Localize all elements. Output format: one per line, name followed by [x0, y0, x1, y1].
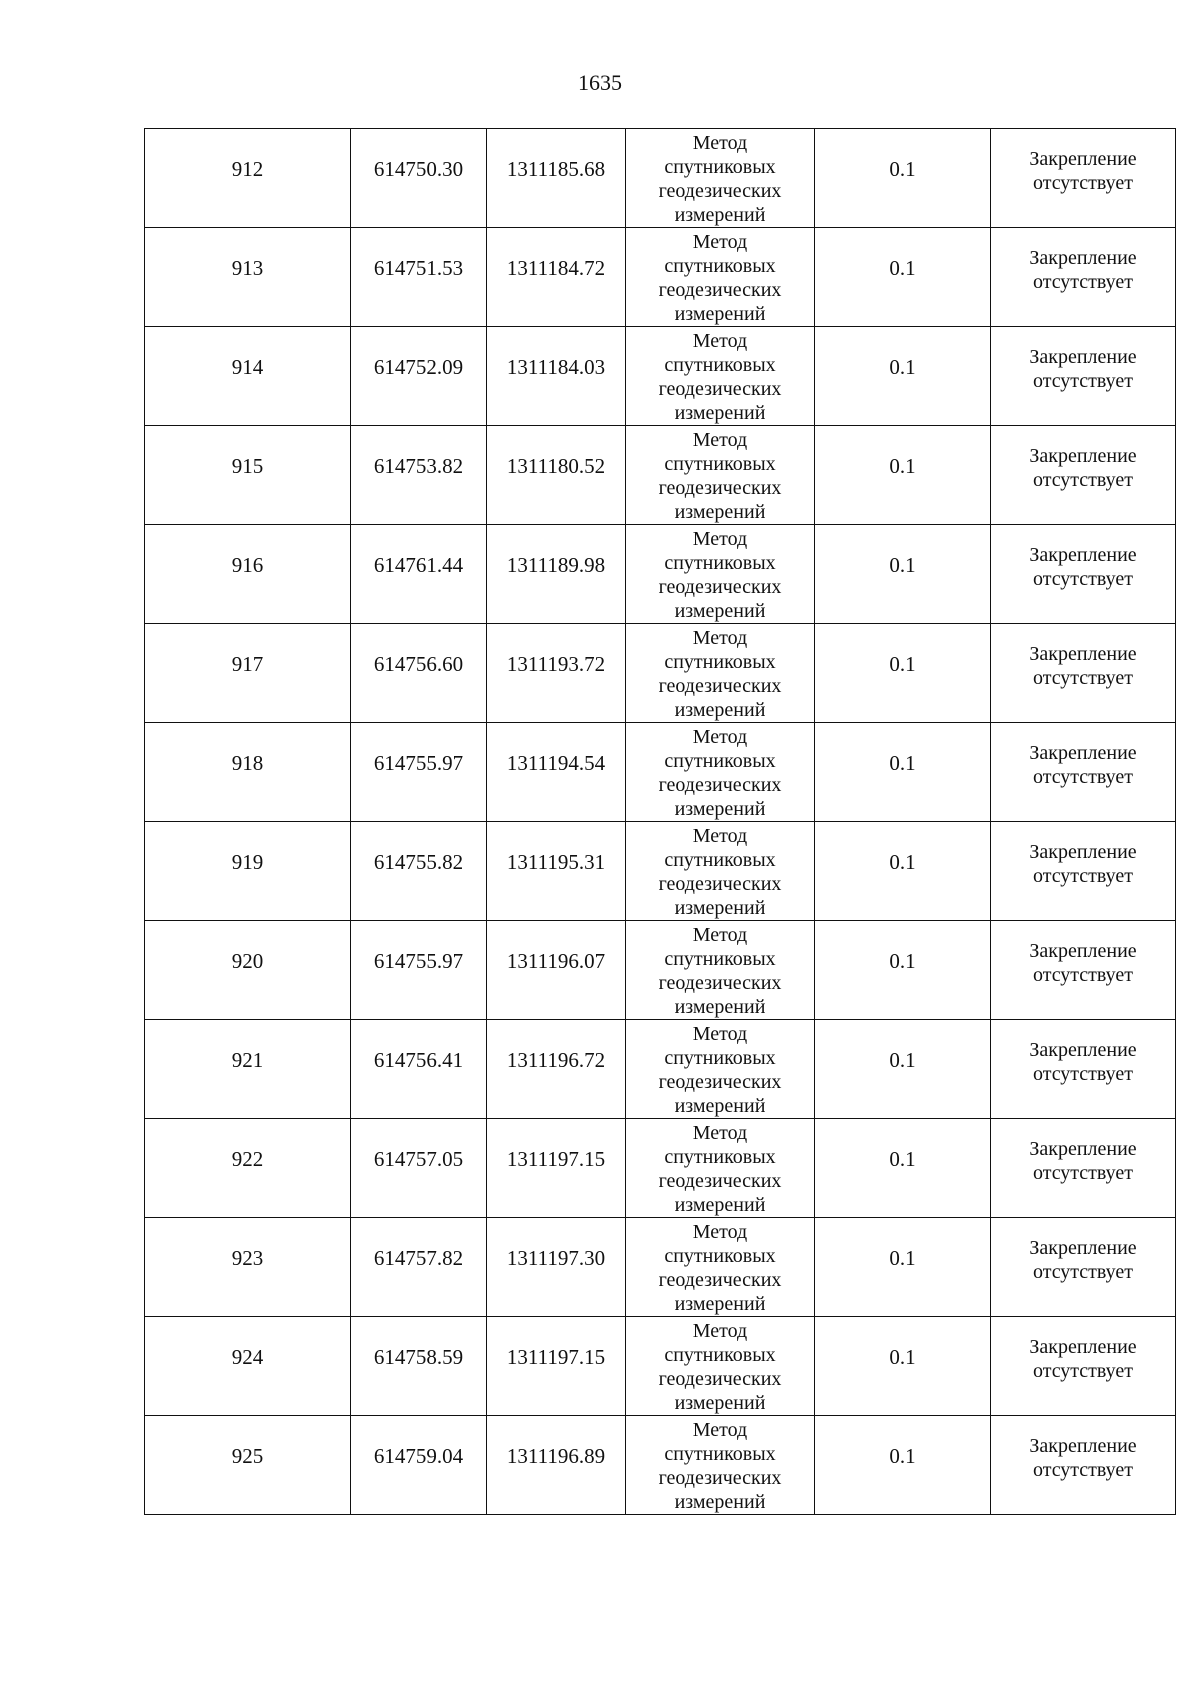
fixing-text-line: отсутствует: [1032, 568, 1134, 590]
fixing-cell: [991, 1218, 1176, 1317]
table-row: [145, 1218, 1176, 1317]
accuracy-cell: 0.1: [815, 327, 991, 426]
method-text-line: геодезических: [658, 378, 782, 400]
method-text-line: Метод: [692, 825, 748, 847]
accuracy-cell: 0.1: [815, 822, 991, 921]
method-cell: [626, 624, 815, 723]
method-cell: [626, 426, 815, 525]
method-text-line: Метод: [692, 330, 748, 352]
fixing-text-line: отсутствует: [1032, 865, 1134, 887]
method-text-line: геодезических: [658, 1269, 782, 1291]
x-coordinate-cell: 614756.60: [351, 624, 487, 723]
point-number-cell: 925: [145, 1416, 351, 1515]
table-row: [145, 921, 1176, 1020]
y-coordinate-cell: 1311180.52: [487, 426, 626, 525]
table-row: [145, 624, 1176, 723]
fixing-cell: [991, 624, 1176, 723]
fixing-cell: [991, 822, 1176, 921]
x-coordinate-cell: 614757.05: [351, 1119, 487, 1218]
method-text-line: спутниковых: [664, 453, 776, 475]
point-number-cell: 921: [145, 1020, 351, 1119]
page-number: 1635: [578, 70, 622, 95]
method-text-line: измерений: [674, 204, 766, 226]
table-row: [145, 327, 1176, 426]
method-cell: [626, 129, 815, 228]
y-coordinate-cell: 1311197.15: [487, 1317, 626, 1416]
fixing-text-line: отсутствует: [1032, 172, 1134, 194]
accuracy-cell: 0.1: [815, 1317, 991, 1416]
fixing-text-line: Закрепление: [1029, 1039, 1137, 1061]
fixing-cell: [991, 1119, 1176, 1218]
method-text-line: спутниковых: [664, 1245, 776, 1267]
method-text-line: спутниковых: [664, 354, 776, 376]
method-text-line: спутниковых: [664, 849, 776, 871]
point-number-cell: 913: [145, 228, 351, 327]
fixing-text-line: Закрепление: [1029, 346, 1137, 368]
fixing-text-line: отсутствует: [1032, 964, 1134, 986]
method-text-line: спутниковых: [664, 552, 776, 574]
x-coordinate-cell: 614752.09: [351, 327, 487, 426]
fixing-text-line: Закрепление: [1029, 445, 1137, 467]
x-coordinate-cell: 614758.59: [351, 1317, 487, 1416]
method-text-line: спутниковых: [664, 651, 776, 673]
fixing-cell: [991, 426, 1176, 525]
fixing-text-line: Закрепление: [1029, 742, 1137, 764]
x-coordinate-cell: 614756.41: [351, 1020, 487, 1119]
point-number-cell: 918: [145, 723, 351, 822]
fixing-text-line: отсутствует: [1032, 370, 1134, 392]
y-coordinate-cell: 1311184.72: [487, 228, 626, 327]
y-coordinate-cell: 1311197.30: [487, 1218, 626, 1317]
method-text-line: Метод: [692, 924, 748, 946]
coordinates-table-body: [145, 129, 1176, 1515]
method-text-line: Метод: [692, 132, 748, 154]
point-number-cell: 915: [145, 426, 351, 525]
method-text-line: Метод: [692, 429, 748, 451]
x-coordinate-cell: 614755.97: [351, 921, 487, 1020]
fixing-text-line: отсутствует: [1032, 469, 1134, 491]
method-text-line: измерений: [674, 501, 766, 523]
method-text-line: измерений: [674, 996, 766, 1018]
accuracy-cell: 0.1: [815, 624, 991, 723]
fixing-text-line: Закрепление: [1029, 1138, 1137, 1160]
fixing-cell: [991, 1317, 1176, 1416]
method-text-line: спутниковых: [664, 255, 776, 277]
method-cell: [626, 723, 815, 822]
x-coordinate-cell: 614750.30: [351, 129, 487, 228]
fixing-text-line: отсутствует: [1032, 271, 1134, 293]
method-text-line: измерений: [674, 303, 766, 325]
y-coordinate-cell: 1311195.31: [487, 822, 626, 921]
fixing-text-line: отсутствует: [1032, 1063, 1134, 1085]
method-text-line: Метод: [692, 1221, 748, 1243]
fixing-text-line: отсутствует: [1032, 1162, 1134, 1184]
point-number-cell: 922: [145, 1119, 351, 1218]
method-cell: [626, 921, 815, 1020]
method-text-line: измерений: [674, 1095, 766, 1117]
point-number-cell: 912: [145, 129, 351, 228]
y-coordinate-cell: 1311197.15: [487, 1119, 626, 1218]
method-text-line: Метод: [692, 231, 748, 253]
fixing-cell: [991, 525, 1176, 624]
x-coordinate-cell: 614757.82: [351, 1218, 487, 1317]
method-text-line: Метод: [692, 627, 748, 649]
table-row: [145, 723, 1176, 822]
method-text-line: Метод: [692, 1320, 748, 1342]
x-coordinate-cell: 614753.82: [351, 426, 487, 525]
fixing-text-line: Закрепление: [1029, 1435, 1137, 1457]
method-text-line: измерений: [674, 897, 766, 919]
fixing-cell: [991, 129, 1176, 228]
method-text-line: геодезических: [658, 774, 782, 796]
point-number-cell: 924: [145, 1317, 351, 1416]
accuracy-cell: 0.1: [815, 1020, 991, 1119]
method-cell: [626, 1218, 815, 1317]
fixing-text-line: отсутствует: [1032, 1261, 1134, 1283]
x-coordinate-cell: 614761.44: [351, 525, 487, 624]
method-cell: [626, 228, 815, 327]
table-row: [145, 822, 1176, 921]
y-coordinate-cell: 1311196.89: [487, 1416, 626, 1515]
fixing-text-line: Закрепление: [1029, 247, 1137, 269]
method-text-line: спутниковых: [664, 156, 776, 178]
point-number-cell: 914: [145, 327, 351, 426]
table-row: [145, 228, 1176, 327]
fixing-cell: [991, 1416, 1176, 1515]
accuracy-cell: 0.1: [815, 129, 991, 228]
x-coordinate-cell: 614751.53: [351, 228, 487, 327]
point-number-cell: 923: [145, 1218, 351, 1317]
y-coordinate-cell: 1311196.72: [487, 1020, 626, 1119]
fixing-cell: [991, 327, 1176, 426]
point-number-cell: 920: [145, 921, 351, 1020]
table-row: [145, 129, 1176, 228]
fixing-cell: [991, 723, 1176, 822]
method-text-line: измерений: [674, 798, 766, 820]
method-text-line: геодезических: [658, 1368, 782, 1390]
method-text-line: геодезических: [658, 873, 782, 895]
method-text-line: геодезических: [658, 279, 782, 301]
y-coordinate-cell: 1311189.98: [487, 525, 626, 624]
method-cell: [626, 1416, 815, 1515]
accuracy-cell: 0.1: [815, 1416, 991, 1515]
method-cell: [626, 525, 815, 624]
method-text-line: геодезических: [658, 972, 782, 994]
accuracy-cell: 0.1: [815, 426, 991, 525]
method-cell: [626, 1020, 815, 1119]
method-text-line: геодезических: [658, 1467, 782, 1489]
method-text-line: спутниковых: [664, 1047, 776, 1069]
x-coordinate-cell: 614755.82: [351, 822, 487, 921]
method-text-line: спутниковых: [664, 1344, 776, 1366]
x-coordinate-cell: 614759.04: [351, 1416, 487, 1515]
method-text-line: геодезических: [658, 1170, 782, 1192]
method-text-line: Метод: [692, 726, 748, 748]
method-text-line: спутниковых: [664, 750, 776, 772]
fixing-text-line: Закрепление: [1029, 841, 1137, 863]
method-text-line: геодезических: [658, 180, 782, 202]
y-coordinate-cell: 1311194.54: [487, 723, 626, 822]
method-text-line: измерений: [674, 600, 766, 622]
method-text-line: спутниковых: [664, 1146, 776, 1168]
fixing-text-line: отсутствует: [1032, 766, 1134, 788]
accuracy-cell: 0.1: [815, 525, 991, 624]
accuracy-cell: 0.1: [815, 1119, 991, 1218]
fixing-text-line: отсутствует: [1032, 1459, 1134, 1481]
method-text-line: измерений: [674, 1392, 766, 1414]
method-text-line: спутниковых: [664, 948, 776, 970]
table-row: [145, 1317, 1176, 1416]
fixing-text-line: Закрепление: [1029, 1336, 1137, 1358]
method-cell: [626, 1317, 815, 1416]
method-cell: [626, 1119, 815, 1218]
method-text-line: геодезических: [658, 576, 782, 598]
accuracy-cell: 0.1: [815, 228, 991, 327]
method-text-line: измерений: [674, 1293, 766, 1315]
method-text-line: измерений: [674, 402, 766, 424]
method-text-line: Метод: [692, 1023, 748, 1045]
method-cell: [626, 822, 815, 921]
y-coordinate-cell: 1311193.72: [487, 624, 626, 723]
table-row: [145, 525, 1176, 624]
method-cell: [626, 327, 815, 426]
table-row: [145, 1020, 1176, 1119]
y-coordinate-cell: 1311184.03: [487, 327, 626, 426]
fixing-text-line: отсутствует: [1032, 667, 1134, 689]
method-text-line: геодезических: [658, 1071, 782, 1093]
table-row: [145, 1119, 1176, 1218]
table-row: [145, 1416, 1176, 1515]
accuracy-cell: 0.1: [815, 723, 991, 822]
method-text-line: геодезических: [658, 477, 782, 499]
fixing-cell: [991, 1020, 1176, 1119]
fixing-cell: [991, 228, 1176, 327]
method-text-line: измерений: [674, 1491, 766, 1513]
method-text-line: измерений: [674, 699, 766, 721]
method-text-line: Метод: [692, 1122, 748, 1144]
fixing-text-line: Закрепление: [1029, 940, 1137, 962]
accuracy-cell: 0.1: [815, 921, 991, 1020]
fixing-cell: [991, 921, 1176, 1020]
fixing-text-line: Закрепление: [1029, 1237, 1137, 1259]
method-text-line: Метод: [692, 528, 748, 550]
y-coordinate-cell: 1311185.68: [487, 129, 626, 228]
fixing-text-line: Закрепление: [1029, 148, 1137, 170]
fixing-text-line: отсутствует: [1032, 1360, 1134, 1382]
x-coordinate-cell: 614755.97: [351, 723, 487, 822]
fixing-text-line: Закрепление: [1029, 643, 1137, 665]
method-text-line: спутниковых: [664, 1443, 776, 1465]
coordinates-table: [144, 128, 1176, 1515]
point-number-cell: 916: [145, 525, 351, 624]
method-text-line: измерений: [674, 1194, 766, 1216]
accuracy-cell: 0.1: [815, 1218, 991, 1317]
method-text-line: геодезических: [658, 675, 782, 697]
table-row: [145, 426, 1176, 525]
method-text-line: Метод: [692, 1419, 748, 1441]
point-number-cell: 917: [145, 624, 351, 723]
point-number-cell: 919: [145, 822, 351, 921]
y-coordinate-cell: 1311196.07: [487, 921, 626, 1020]
fixing-text-line: Закрепление: [1029, 544, 1137, 566]
